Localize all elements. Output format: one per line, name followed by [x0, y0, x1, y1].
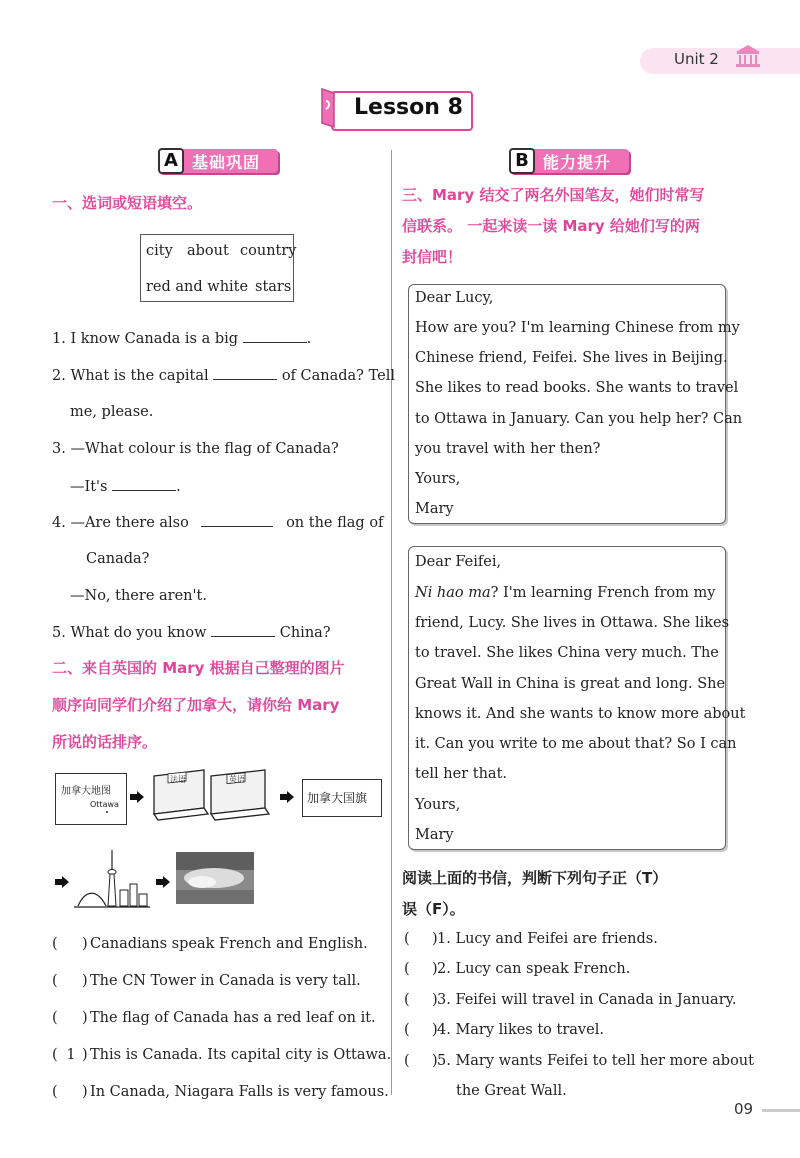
order-item-4: ( 1 ) This is Canada. Its capital city is Ottawa. — [52, 1047, 392, 1063]
order-item-3: ( ) The flag of Canada has a red leaf on it. — [52, 1010, 376, 1026]
order-answer-4[interactable]: 1 — [66, 1047, 76, 1063]
tf-answer-1[interactable] — [414, 929, 430, 945]
letter2-line: Great Wall in China is great and long. She — [415, 676, 726, 692]
arrow-icon — [130, 791, 144, 803]
page-number-rule — [762, 1109, 800, 1112]
question-2-cont: me, please. — [70, 404, 154, 420]
question-3-answer: —It's . — [70, 476, 181, 497]
tf-answer-4[interactable] — [414, 1020, 430, 1036]
cn-tower-image — [72, 848, 152, 910]
word-country: country — [240, 243, 297, 259]
question-5: 5. What do you know China? — [52, 622, 331, 643]
question-4-answer: —No, there aren't. — [70, 588, 207, 604]
word-city: city — [146, 243, 173, 259]
letter1-line: you travel with her then? — [415, 441, 601, 457]
letter1-line: Mary — [415, 501, 454, 517]
column-divider — [391, 150, 392, 1095]
part2-heading-line2: 顺序向同学们介绍了加拿大，请你给 Mary — [52, 696, 340, 714]
letter1-line: How are you? I'm learning Chinese from my — [415, 320, 740, 336]
tf-item-2: ( ) 2. Lucy can speak French. — [404, 961, 631, 977]
order-item-1: ( ) Canadians speak French and English. — [52, 936, 368, 952]
arrow-icon — [55, 876, 69, 888]
part3-heading-line2: 信联系。 一起来读一读 Mary 给她们写的两 — [402, 217, 700, 235]
letter1-line: Dear Lucy, — [415, 290, 494, 306]
part3-heading-line1: 三、Mary 结交了两名外国笔友，她们时常写 — [402, 186, 705, 204]
tf-item-5-cont: the Great Wall. — [456, 1083, 567, 1099]
tf-heading-line2: 误（F）。 — [402, 900, 465, 918]
unit-label: Unit 2 — [674, 50, 719, 68]
question-4-cont: Canada? — [86, 551, 150, 567]
part1-heading: 一、选词或短语填空。 — [52, 194, 203, 212]
blank-1[interactable] — [243, 328, 307, 343]
question-2: 2. What is the capital of Canada? Tell — [52, 365, 395, 386]
flag-label: 加拿大国旗 — [307, 791, 368, 805]
section-a-letter: A — [158, 148, 184, 174]
part2-heading-line1: 二、来自英国的 Mary 根据自己整理的图片 — [52, 659, 345, 677]
section-b-title: 能力提升 — [543, 153, 612, 172]
section-b-letter: B — [509, 148, 535, 174]
question-4: 4. —Are there also on the flag of — [52, 512, 383, 533]
tf-item-1: ( ) 1. Lucy and Feifei are friends. — [404, 931, 658, 947]
arrow-icon — [156, 876, 170, 888]
letter2-line: it. Can you write to me about that? So I can — [415, 736, 737, 752]
bookmark-icon — [318, 87, 340, 131]
map-dot — [106, 811, 108, 813]
tf-answer-5[interactable] — [414, 1051, 430, 1067]
letter2-line: knows it. And she wants to know more about — [415, 706, 746, 722]
page-number: 09 — [734, 1100, 754, 1118]
unit-tab — [640, 48, 800, 74]
word-red-and-white: red and white — [146, 279, 249, 295]
blank-4[interactable] — [201, 512, 273, 527]
section-a-title: 基础巩固 — [192, 153, 261, 172]
french-book-label: 法语 — [170, 775, 186, 784]
blank-2[interactable] — [213, 365, 277, 380]
part2-heading-line3: 所说的话排序。 — [52, 733, 158, 751]
word-stars: stars — [255, 279, 292, 295]
blank-5[interactable] — [211, 622, 275, 637]
letter2-line: friend, Lucy. She lives in Ottawa. She likes — [415, 615, 730, 631]
letter2-line: tell her that. — [415, 766, 507, 782]
building-icon — [734, 44, 762, 68]
blank-3[interactable] — [112, 476, 176, 491]
letter2-line: Mary — [415, 827, 454, 843]
tf-item-5: ( ) 5. Mary wants Feifei to tell her more about — [404, 1053, 754, 1069]
letter2-line: to travel. She likes China very much. The — [415, 645, 719, 661]
letter1-line: Chinese friend, Feifei. She lives in Beijing. — [415, 350, 728, 366]
tf-answer-2[interactable] — [414, 959, 430, 975]
map-label: 加拿大地图 — [61, 786, 111, 797]
letter1-line: Yours, — [415, 471, 461, 487]
letter1-line: to Ottawa in January. Can you help her? Can — [415, 411, 743, 427]
question-1: 1. I know Canada is a big . — [52, 328, 311, 349]
tf-heading-line1: 阅读上面的书信，判断下列句子正（T） — [402, 869, 668, 887]
letter2-line: Ni hao ma? I'm learning French from my — [415, 585, 716, 601]
word-box — [140, 234, 297, 302]
niagara-falls-image — [176, 852, 254, 904]
letter2-line: Dear Feifei, — [415, 554, 502, 570]
arrow-icon — [280, 791, 294, 803]
order-item-2: ( ) The CN Tower in Canada is very tall. — [52, 973, 361, 989]
map-city: Ottawa — [90, 800, 119, 809]
english-book-label: 英语 — [229, 775, 245, 784]
tf-item-4: ( ) 4. Mary likes to travel. — [404, 1022, 604, 1038]
letter1-line: She likes to read books. She wants to travel — [415, 380, 739, 396]
tf-answer-3[interactable] — [414, 990, 430, 1006]
part3-heading-line3: 封信吧！ — [402, 248, 463, 266]
canada-map-image — [55, 773, 127, 825]
tf-item-3: ( ) 3. Feifei will travel in Canada in January. — [404, 992, 737, 1008]
canada-flag-image — [302, 779, 382, 817]
lesson-title: Lesson 8 — [354, 95, 463, 120]
letter2-line: Yours, — [415, 797, 461, 813]
word-about: about — [187, 243, 229, 259]
question-3: 3. —What colour is the flag of Canada? — [52, 441, 339, 457]
order-item-5: ( ) In Canada, Niagara Falls is very famous. — [52, 1084, 389, 1100]
